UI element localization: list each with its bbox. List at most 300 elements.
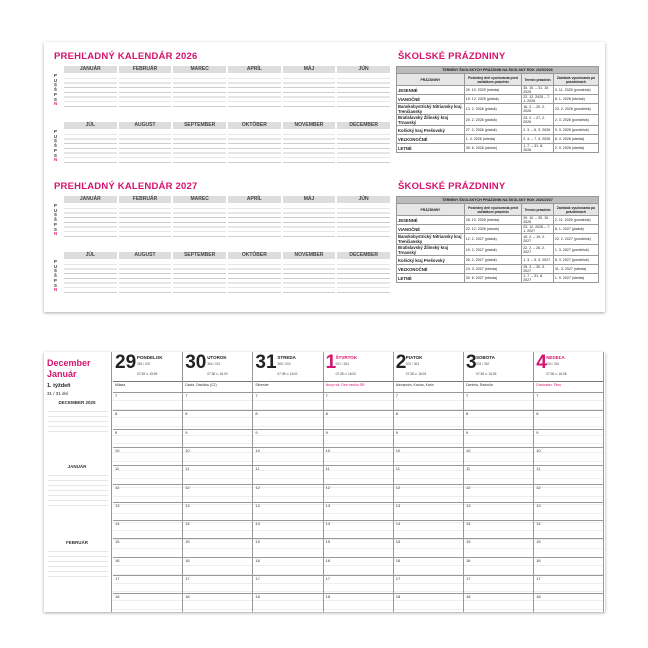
table-cell: VEĽKONOČNÉ: [397, 135, 465, 144]
hour-line: [183, 538, 252, 539]
table-cell: 30. 6. 2026 (utorok): [464, 144, 521, 153]
month-header: FEBRUÁR: [119, 66, 172, 73]
table-row: [397, 265, 599, 274]
month-body: [64, 130, 117, 163]
hour-label: 16: [185, 557, 190, 563]
hour-line: [113, 484, 182, 485]
table-cell: 27. 2. 2026 (piatok): [464, 126, 521, 135]
hour-line: [183, 557, 252, 558]
hour-label: 10: [185, 447, 190, 453]
hour-line: [534, 447, 603, 448]
table-cell: 16. 2. – 20. 2. 2026: [522, 104, 554, 115]
hour-label: 10: [536, 447, 541, 453]
month-header: MÁJ: [283, 66, 336, 73]
hour-line: [394, 538, 463, 539]
hour-line: [324, 447, 393, 448]
mini-calendar: [48, 547, 108, 577]
table-cell: 25. 3. – 30. 3. 2027: [522, 265, 554, 274]
table-cell: 30. 6. 2027 (streda): [464, 274, 521, 283]
month-header: JÚN: [337, 196, 390, 203]
hour-label: 14: [395, 521, 401, 527]
month-body: [337, 74, 390, 107]
table-cell: JESENNÉ: [397, 86, 465, 95]
table-cell: 22. 2. – 26. 2. 2027: [522, 245, 554, 256]
months-2027-b: [64, 252, 390, 293]
day-number: 1: [325, 352, 337, 373]
hour-label: 15: [325, 539, 331, 545]
hour-label: 13: [536, 502, 541, 508]
month-body: [228, 74, 281, 107]
month-body: [64, 204, 117, 237]
hour-label: 17: [395, 576, 401, 581]
day-number: 30: [185, 352, 207, 373]
table-row: [397, 126, 599, 135]
hour-label: 16: [466, 557, 471, 563]
hour-label: 14: [185, 521, 190, 527]
hour-line: [464, 429, 533, 430]
hour-label: 11: [536, 466, 541, 472]
day-name: PONDELOK: [137, 355, 163, 360]
hour-line: [113, 429, 182, 430]
table-cell: 9. 3. 2026 (pondelok): [553, 126, 598, 135]
weekday-column: P U S Š P S N: [54, 203, 58, 237]
hour-line: [464, 557, 533, 558]
hour-line: [394, 447, 463, 448]
day-number: 3: [466, 352, 477, 373]
hour-line: [394, 557, 463, 558]
day-name: PIATOK: [405, 355, 423, 360]
month-header: MÁJ: [283, 196, 336, 203]
hour-line: [394, 593, 463, 594]
name-day: Daniela, Radmila: [466, 383, 493, 387]
table-cell: 8. 3. 2027 (pondelok): [553, 256, 598, 265]
hour-label: 16: [115, 557, 120, 563]
day-name: SOBOTA: [476, 355, 495, 360]
hour-label: 8: [255, 411, 258, 417]
hour-line: [253, 447, 322, 448]
yearly-overview-sheet: [44, 42, 605, 312]
hour-line: [113, 520, 182, 521]
table-cell: JESENNÉ: [397, 216, 465, 225]
hour-line: [534, 575, 603, 576]
hour-line: [183, 520, 252, 521]
month-header: APRÍL: [228, 196, 281, 203]
hour-label: 15: [536, 539, 541, 545]
day-header: [113, 352, 182, 382]
day-column: [183, 352, 253, 612]
table-cell: 1. 3. – 5. 3. 2027: [522, 256, 554, 265]
table-cell: 31. 3. 2027 (streda): [553, 265, 598, 274]
hour-label: 9: [185, 429, 188, 435]
hour-label: 9: [255, 429, 258, 435]
mini-cal-title: JANUÁR: [67, 464, 87, 469]
month-header: FEBRUÁR: [119, 196, 172, 203]
table-cell: 2. 3. – 6. 3. 2026: [522, 126, 554, 135]
hour-label: 13: [395, 502, 401, 508]
hour-line: [464, 520, 533, 521]
day-name: NEDEĽA: [546, 355, 565, 360]
hour-line: [253, 593, 322, 594]
table-header: Termín prázdnin: [522, 74, 554, 86]
month-header: AUGUST: [119, 252, 172, 259]
hour-line: [534, 593, 603, 594]
hour-label: 14: [325, 521, 331, 527]
hour-line: [183, 429, 252, 430]
table-cell: VIANOČNÉ: [397, 95, 465, 104]
name-day: Alexandra, Karina, Karin: [395, 383, 434, 387]
hour-label: 16: [536, 557, 541, 563]
hour-label: 16: [395, 557, 401, 563]
table-row: [397, 274, 599, 283]
table-header: Začiatok vyučovania po prázdninách: [553, 74, 598, 86]
hour-line: [113, 593, 182, 594]
hour-label: 9: [325, 429, 328, 435]
sun-times: 07:38 ⊙ 16:03: [405, 372, 427, 376]
week-days-count: 31 / 31 dní: [47, 391, 69, 396]
name-day: Silvester: [255, 383, 269, 387]
hour-line: [534, 520, 603, 521]
day-header: [324, 352, 393, 382]
hour-line: [183, 484, 252, 485]
hour-line: [324, 502, 393, 503]
month-body: [173, 260, 226, 293]
hour-line: [464, 502, 533, 503]
table-cell: 22. 2. 2027 (pondelok): [553, 234, 598, 245]
table-cell: 8. 1. 2026 (štvrtok): [553, 95, 598, 104]
holiday-table-2026-2027: [396, 196, 599, 283]
hour-label: 7: [395, 393, 399, 398]
hour-line: [394, 410, 463, 411]
hour-label: 17: [185, 576, 190, 581]
hour-label: 11: [466, 466, 471, 472]
table-caption: TERMÍNY ŠKOLSKÝCH PRÁZDNIN NA ŠKOLSKÝ ROK 2025/2026: [397, 67, 599, 74]
day-ordinal: 364 / 001: [207, 362, 221, 366]
hour-line: [253, 392, 322, 393]
month-header: OKTÓBER: [228, 252, 281, 259]
month-body: [119, 74, 172, 107]
day-column: [253, 352, 323, 612]
hour-line: [394, 575, 463, 576]
hour-line: [324, 538, 393, 539]
table-cell: 2. 11. 2026 (pondelok): [553, 216, 598, 225]
hour-label: 17: [466, 576, 471, 581]
hour-line: [464, 410, 533, 411]
hour-label: 11: [395, 466, 400, 472]
table-cell: 23. 2. – 27. 2. 2026: [522, 115, 554, 126]
hour-label: 13: [255, 502, 260, 508]
table-cell: 22. 12. 2025 – 7. 1. 2026: [522, 95, 554, 104]
table-cell: 20. 2. 2026 (piatok): [464, 115, 521, 126]
month-body: [119, 260, 172, 293]
hour-line: [534, 484, 603, 485]
table-cell: 22. 12. 2026 (utorok): [464, 225, 521, 234]
hour-label: 16: [325, 557, 331, 563]
hour-label: 7: [255, 393, 258, 398]
hour-label: 15: [185, 539, 190, 545]
day-number: 29: [115, 352, 137, 373]
table-cell: VEĽKONOČNÉ: [397, 265, 465, 274]
month-header: AUGUST: [119, 122, 172, 129]
month-header: DECEMBER: [337, 122, 390, 129]
table-cell: 1. 3. 2027 (pondelok): [553, 245, 598, 256]
day-name: ŠTVRTOK: [335, 355, 358, 360]
hour-line: [113, 465, 182, 466]
day-column: [113, 352, 183, 612]
hour-label: 8: [325, 411, 328, 417]
hour-label: 18: [255, 594, 260, 600]
hour-line: [113, 538, 182, 539]
weekday-column: P U S Š P S N: [54, 73, 58, 107]
hour-label: 17: [536, 576, 541, 581]
hour-label: 14: [536, 521, 541, 527]
hour-label: 17: [325, 576, 331, 581]
table-cell: 1. 7. – 31. 8. 2027: [522, 274, 554, 283]
month-body: [173, 74, 226, 107]
hour-label: 15: [395, 539, 401, 545]
hour-line: [534, 465, 603, 466]
month-header: SEPTEMBER: [173, 122, 226, 129]
month-header: MAREC: [173, 66, 226, 73]
hour-label: 7: [185, 393, 188, 398]
table-cell: VIANOČNÉ: [397, 225, 465, 234]
month-header: NOVEMBER: [283, 122, 336, 129]
calendar-2027-title: PREHĽADNÝ KALENDÁR 2027: [54, 181, 198, 192]
months-2026-b: [64, 122, 390, 163]
hour-label: 8: [115, 411, 118, 417]
hour-line: [394, 392, 463, 393]
hour-line: [394, 520, 463, 521]
day-name: UTOROK: [207, 355, 227, 360]
sun-times: 07:38 ⊙ 16:05: [476, 372, 497, 376]
table-cell: 8. 1. 2027 (piatok): [553, 225, 598, 234]
table-row: [397, 104, 599, 115]
table-cell: 1. 4. 2026 (streda): [464, 135, 521, 144]
table-header: Posledný deň vyučovania pred začiatkom prázdnin: [464, 74, 521, 86]
table-cell: Košický kraj Prešovský: [397, 126, 465, 135]
hour-line: [113, 575, 182, 576]
month-header: MAREC: [173, 196, 226, 203]
hour-label: 10: [115, 447, 120, 453]
hour-line: [253, 538, 322, 539]
table-row: [397, 115, 599, 126]
table-cell: 19. 12. 2025 (piatok): [464, 95, 521, 104]
hour-line: [324, 392, 393, 393]
hour-line: [394, 465, 463, 466]
hour-line: [324, 410, 393, 411]
name-day: Milada: [115, 383, 126, 387]
hour-line: [324, 429, 393, 430]
table-row: [397, 225, 599, 234]
table-cell: 2. 9. 2026 (streda): [553, 144, 598, 153]
hour-line: [324, 484, 393, 485]
table-row: [397, 95, 599, 104]
school-holidays-title-2: ŠKOLSKÉ PRÁZDNINY: [398, 181, 506, 192]
table-row: [397, 234, 599, 245]
month-header: DECEMBER: [337, 252, 390, 259]
day-ordinal: 004 / 361: [546, 362, 560, 366]
month-body: [173, 204, 226, 237]
hour-label: 14: [255, 521, 260, 527]
month-body: [228, 130, 281, 163]
months-2026-a: [64, 66, 390, 107]
hour-label: 8: [395, 411, 399, 417]
hour-label: 9: [395, 429, 399, 435]
table-cell: 29. 10. 2025 (streda): [464, 86, 521, 95]
hour-line: [253, 410, 322, 411]
hour-label: 7: [325, 393, 328, 398]
hour-line: [324, 575, 393, 576]
month-body: [283, 260, 336, 293]
hour-line: [183, 502, 252, 503]
holiday-table-2025-2026: [396, 66, 599, 153]
table-cell: Košický kraj Prešovský: [397, 256, 465, 265]
hour-line: [183, 575, 252, 576]
hour-line: [394, 484, 463, 485]
table-header: PRÁZDNINY: [397, 204, 465, 216]
hour-line: [324, 465, 393, 466]
month-body: [283, 204, 336, 237]
mini-cal-title: DECEMBER 2025: [58, 400, 96, 405]
hour-label: 9: [536, 429, 539, 435]
day-ordinal: 002 / 363: [405, 362, 420, 366]
hour-label: 18: [185, 594, 190, 600]
table-row: [397, 245, 599, 256]
month-body: [337, 260, 390, 293]
month-header: SEPTEMBER: [173, 252, 226, 259]
table-header: Posledný deň vyučovania pred začiatkom prázdnin: [464, 204, 521, 216]
hour-line: [464, 465, 533, 466]
hour-line: [324, 520, 393, 521]
name-day: Nový rok, Deň vzniku SR: [325, 383, 365, 387]
sun-times: 07:38 ⊙ 16:01: [277, 372, 298, 376]
sun-times: 07:38 ⊙ 16:06: [546, 372, 567, 376]
calendar-2026-title: PREHĽADNÝ KALENDÁR 2026: [54, 51, 198, 62]
sun-times: 07:38 ⊙ 16:00: [207, 372, 228, 376]
hour-line: [113, 502, 182, 503]
month-previous: December: [47, 358, 91, 368]
month-header: APRÍL: [228, 66, 281, 73]
day-header: [394, 352, 463, 382]
hour-label: 8: [466, 411, 469, 417]
hour-line: [534, 392, 603, 393]
month-header: JÚL: [64, 252, 117, 259]
hour-label: 10: [255, 447, 260, 453]
day-number: 2: [395, 352, 407, 373]
day-number: 4: [536, 352, 547, 373]
hour-line: [253, 502, 322, 503]
hour-label: 11: [255, 466, 260, 472]
hour-line: [253, 465, 322, 466]
table-cell: 1. 7. – 31. 8. 2026: [522, 144, 554, 153]
month-body: [228, 204, 281, 237]
hour-label: 7: [115, 393, 118, 398]
hour-line: [183, 410, 252, 411]
day-ordinal: 365 / 000: [277, 362, 291, 366]
hour-label: 10: [466, 447, 471, 453]
hour-line: [113, 392, 182, 393]
hour-label: 17: [115, 576, 120, 581]
table-cell: 8. 4. 2026 (streda): [553, 135, 598, 144]
hour-label: 15: [466, 539, 471, 545]
hour-line: [183, 465, 252, 466]
table-cell: 3. 11. 2025 (pondelok): [553, 86, 598, 95]
name-day: Drahoslav, Titus: [536, 383, 562, 387]
hour-label: 13: [466, 502, 471, 508]
hour-label: 9: [466, 429, 469, 435]
hour-line: [253, 484, 322, 485]
table-cell: 30. 10. – 31. 10. 2025: [522, 86, 554, 95]
hour-label: 15: [255, 539, 260, 545]
table-cell: 28. 10. 2026 (streda): [464, 216, 521, 225]
day-column: [324, 352, 394, 612]
weekday-column: P U S Š P S N: [54, 259, 58, 293]
hour-label: 12: [466, 484, 471, 490]
month-body: [119, 130, 172, 163]
hour-label: 12: [185, 484, 190, 490]
day-column: [394, 352, 464, 612]
hour-label: 11: [185, 466, 190, 472]
hour-line: [183, 593, 252, 594]
table-cell: Bratislavský Žilinský kraj Trnavský: [397, 115, 465, 126]
hour-line: [534, 538, 603, 539]
table-cell: Banskobystrický Nitriansky kraj Trenčiansky: [397, 234, 465, 245]
table-cell: LETNÉ: [397, 274, 465, 283]
day-ordinal: 003 / 362: [476, 362, 490, 366]
weekday-column: P U S Š P S N: [54, 129, 58, 163]
hour-label: 10: [325, 447, 331, 453]
name-day: Dávid, Dávidka (CZ): [185, 383, 217, 387]
table-cell: 2. 3. 2026 (pondelok): [553, 115, 598, 126]
hour-label: 18: [466, 594, 471, 600]
table-cell: 1. 9. 2027 (streda): [553, 274, 598, 283]
month-header: JÚL: [64, 122, 117, 129]
hour-label: 8: [185, 411, 188, 417]
hour-label: 14: [466, 521, 471, 527]
day-ordinal: 363 / 002: [137, 362, 151, 366]
month-body: [119, 204, 172, 237]
table-row: [397, 256, 599, 265]
hour-label: 11: [115, 466, 120, 472]
hour-line: [534, 410, 603, 411]
table-row: [397, 135, 599, 144]
month-header: JANUÁR: [64, 196, 117, 203]
hour-label: 8: [536, 411, 539, 417]
hour-label: 12: [255, 484, 260, 490]
table-cell: 26. 2. 2027 (piatok): [464, 256, 521, 265]
hour-line: [113, 447, 182, 448]
table-header: Začiatok vyučovania po prázdninách: [553, 204, 598, 216]
hour-label: 15: [115, 539, 120, 545]
hour-line: [113, 557, 182, 558]
mini-calendar: [48, 471, 108, 507]
table-row: [397, 144, 599, 153]
hour-line: [464, 484, 533, 485]
hour-line: [253, 557, 322, 558]
mini-calendar: [48, 407, 108, 434]
table-cell: 13. 2. 2026 (piatok): [464, 104, 521, 115]
hour-line: [394, 429, 463, 430]
hour-label: 16: [255, 557, 260, 563]
day-number: 31: [255, 352, 277, 373]
table-cell: 12. 2. 2027 (piatok): [464, 234, 521, 245]
hour-line: [464, 575, 533, 576]
hour-line: [464, 538, 533, 539]
hour-label: 13: [325, 502, 331, 508]
table-cell: 29. 10. – 30. 10. 2026: [522, 216, 554, 225]
table-cell: 19. 2. 2027 (piatok): [464, 245, 521, 256]
hour-label: 13: [115, 502, 120, 508]
month-body: [173, 130, 226, 163]
